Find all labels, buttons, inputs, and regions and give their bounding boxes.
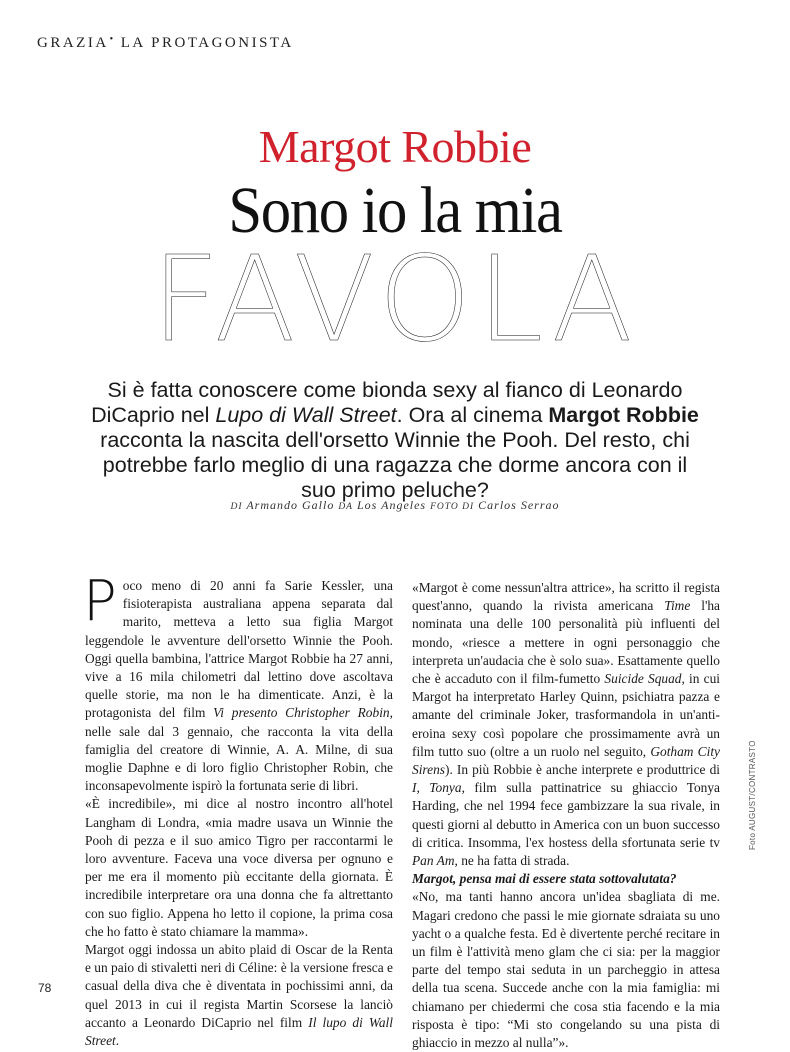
byline-di: DI [230, 502, 243, 512]
body-column-left [83, 569, 393, 1050]
kicker: Margot Robbie [258, 121, 532, 172]
header-dot: • [109, 34, 116, 45]
deck-text-2: . Ora al cinema [396, 403, 549, 427]
film-title: Suicide Squad [604, 671, 682, 687]
page-number: 78 [38, 981, 52, 995]
section-name: LA PROTAGONISTA [120, 35, 294, 51]
paragraph-text: , nelle sale dal 3 gennaio, che racconta la vita della famiglia del creatore di Winnie, A. A. Milne, di sua moglie Daphne e di loro figlio Christopher Robin, che inconsapevolmente ispirò la fortunata serie di libri. [85, 705, 393, 794]
paragraph [85, 941, 393, 1050]
byline-da: DA [338, 502, 353, 512]
headline: Sono io la mia [228, 174, 562, 247]
paragraph-text: , in cui Margot ha interpretato Harley Quinn, psichiatra pazza e amante del criminale Joker, trasformandola in un'anti-eroina sexy così popolare che prossimamente avrà un film tutto suo (oltre a un ruolo nel seguito, [412, 671, 720, 759]
deck [90, 378, 700, 503]
byline-photographer: Carlos Serrao [478, 498, 560, 512]
photo-credit: Foto AUGUST/CONTRASTO [748, 740, 757, 850]
paragraph-text: «Margot è come nessun'altra attrice», ha scritto il regista quest'anno, quando la rivista americana [412, 580, 720, 614]
brand-name: GRAZIA [37, 35, 109, 51]
magazine-title: Time [664, 598, 691, 614]
film-title: Vi presento Christopher Robin [213, 705, 390, 721]
interview-question: Margot, pensa mai di essere stata sottovalutata? [412, 871, 677, 887]
paragraph [412, 579, 720, 870]
film-title: I, Tonya [412, 780, 462, 796]
deck-film-title: Lupo di Wall Street [215, 403, 397, 427]
film-title: Gotham City Sirens [412, 743, 720, 778]
paragraph: «È incredibile», mi dice al nostro incontro all'hotel Langham di Londra, «mia madre usava un Winnie the Pooh di pezza e il suo amico Tigro per raccontarmi le loro avventure. Faceva una voce diversa per ognuno e per me era il momento più eccitante della giornata. È incredibile interpretare ora una donna che fa altrettanto con suo figlio. Appena ho letto il copione, la prima cosa che ho fatto è stato chiamare la mamma». [85, 796, 393, 939]
paragraph-text: l'ha nominata una delle 100 personalità più influenti del mondo, «riesce a mettere in ogni personaggio che interpreta un'audacia che è solo sua». Esattamente quello che è accaduto con il film-fumetto [412, 598, 720, 687]
byline [0, 498, 790, 513]
film-title: Il lupo di Wall Street [85, 1014, 393, 1049]
drop-cap: P [83, 569, 117, 634]
paragraph [83, 569, 393, 795]
paragraph: «No, ma tanti hanno ancora un'idea sbagliata di me. Magari credono che passi le mie giornate sdraiata su uno yacht o a qualche festa. Ed è divertente perché recitare in un film è l'attività meno glam che ci sia: per la maggior parte del tempo stai seduta in un parcheggio in attesa della tua scena. Succede anche con la mia famiglia: mi chiamano per chiedermi che cosa stia facendo e la mia risposta è tipo: “Mi sto congelando su una pista di ghiaccio in mezzo al nulla”». [412, 889, 720, 1051]
paragraph-text: , film sulla pattinatrice su ghiaccio Tonya Harding, che nel 1994 fece gambizzare la sua rivale, in questi giorni al debutto in America con un buon successo di critica. Insomma, l'ex hostess della sfortunata serie tv [412, 780, 721, 850]
paragraph-text: , ne ha fatta di strada. [454, 853, 570, 869]
running-header [37, 34, 294, 52]
deck-name: Margot Robbie [548, 403, 699, 427]
headline-big: FAVOLA [151, 230, 639, 368]
paragraph-text: . [115, 1033, 120, 1049]
byline-foto-di: FOTO DI [430, 502, 475, 512]
paragraph-text: ). In più Robbie è anche interprete e produttrice di [444, 762, 720, 778]
series-title: Pan Am [412, 853, 455, 869]
body-column-right [412, 579, 720, 1052]
deck-text-3: racconta la nascita dell'orsetto Winnie the Pooh. Del resto, chi potrebbe farlo meglio di una ragazza che dorme ancora con il suo primo peluche? [100, 428, 690, 502]
paragraph-text: Margot oggi indossa un abito plaid di Oscar de la Renta e un paio di stivaletti neri di Céline: è la versione fresca e casual della diva che è diventata in pochissimi anni, da quel 2013 in cui il regista Martin Scorsese la lanciò accanto a Leonardo DiCaprio nel film [85, 942, 393, 1030]
byline-author: Armando Gallo [246, 498, 335, 512]
byline-place: Los Angeles [356, 498, 427, 512]
deck-text-1: Si è fatta conoscere come bionda sexy al fianco di Leonardo DiCaprio nel [91, 378, 683, 427]
paragraph-text: oco meno di 20 anni fa Sarie Kessler, una fisioterapista australiana appena separata dal marito, metteva a letto sua figlia Margot leggendole le avventure dell'orsetto Winnie the Pooh. Oggi quella bambina, l'attrice Margot Robbie ha 27 anni, vive a 16 mila chilometri dal lettino dove ascoltava quelle storie, ma non le ha dimenticate. Anzi, è la protagonista del film [85, 578, 393, 721]
